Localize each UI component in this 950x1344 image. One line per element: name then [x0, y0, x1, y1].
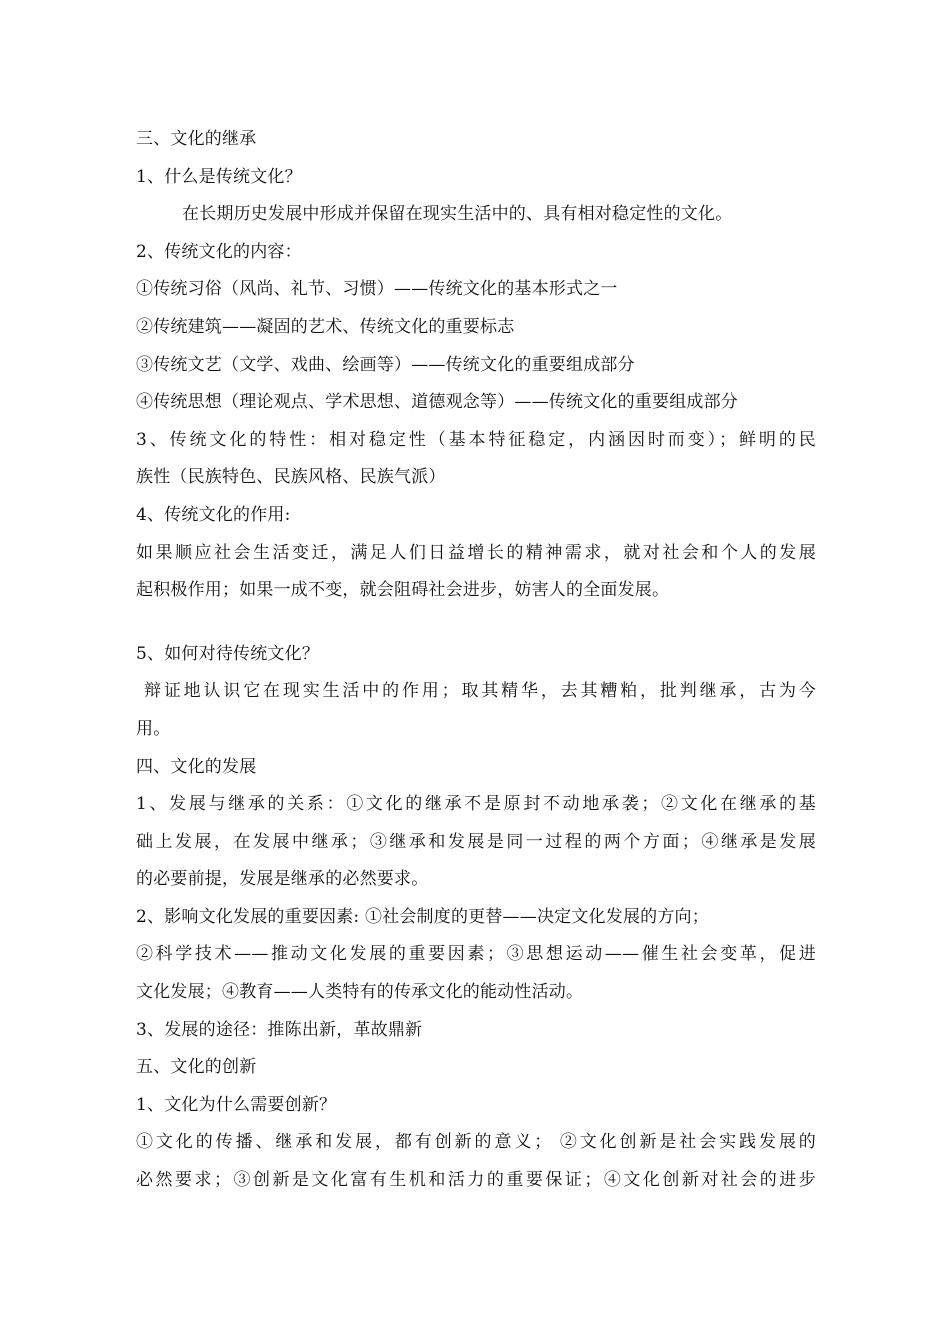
paragraph-characteristics-line1: 3、传统文化的特性：相对稳定性（基本特征稳定，内涵因时而变）；鲜明的民	[136, 429, 816, 450]
paragraph-spacer	[136, 610, 816, 636]
section-heading-inheritance: 三、文化的继承	[136, 129, 257, 149]
paragraph-role-line1: 如果顺应社会生活变迁，满足人们日益增长的精神需求，就对社会和个人的发展	[136, 542, 816, 563]
section-heading-innovation: 五、文化的创新	[136, 1057, 257, 1078]
question-content-of-traditional-culture: 2、传统文化的内容：	[136, 241, 302, 262]
paragraph-treatment-line1: 辩证地认识它在现实生活中的作用；取其精华，去其糟粕，批判继承，古为今	[144, 681, 816, 702]
list-item: ④传统思想（理论观点、学术思想、道德观念等）——传统文化的重要组成部分	[136, 392, 738, 413]
question-what-is-traditional-culture: 1、什么是传统文化？	[136, 166, 302, 187]
paragraph-innovation-line2: 必然要求；③创新是文化富有生机和活力的重要保证；④文化创新对社会的进步	[136, 1170, 816, 1191]
paragraph-innovation-line1: ①文化的传播、继承和发展，都有创新的意义； ②文化创新是社会实践发展的	[136, 1132, 816, 1153]
paragraph-factors-line2: ②科学技术——推动文化发展的重要因素；③思想运动——催生社会变革，促进	[136, 944, 816, 965]
paragraph-relation-line3: 的必要前提，发展是继承的必然要求。	[136, 869, 429, 890]
section-heading-development: 四、文化的发展	[136, 756, 257, 777]
list-item: ②传统建筑——凝固的艺术、传统文化的重要标志	[136, 316, 515, 337]
paragraph-factors-line3: 文化发展；④教育——人类特有的传承文化的能动性活动。	[136, 982, 584, 1003]
paragraph-relation-line2: 础上发展，在发展中继承；③继承和发展是同一过程的两个方面；④继承是发展	[136, 831, 816, 852]
list-item: ①传统习俗（风尚、礼节、习惯）——传统文化的基本形式之一	[136, 279, 618, 300]
paragraph-characteristics-line2: 族性（民族特色、民族风格、民族气派）	[136, 467, 446, 488]
paragraph-development-path: 3、发展的途径：推陈出新，革故鼎新	[136, 1019, 423, 1040]
question-role-of-traditional-culture: 4、传统文化的作用:	[136, 504, 291, 525]
question-how-to-treat-traditional-culture: 5、如何对待传统文化？	[136, 643, 320, 664]
paragraph-role-line2: 起积极作用；如果一成不变，就会阻碍社会进步，妨害人的全面发展。	[136, 580, 670, 601]
paragraph-treatment-line2: 用。	[136, 718, 171, 739]
question-why-innovation: 1、文化为什么需要创新？	[136, 1094, 337, 1115]
paragraph-factors-line1: 2、影响文化发展的重要因素: ①社会制度的更替——决定文化发展的方向；	[136, 906, 709, 927]
paragraph-relation-line1: 1、发展与继承的关系：①文化的继承不是原封不动地承袭；②文化在继承的基	[136, 794, 816, 815]
document-body	[136, 121, 816, 1200]
answer-definition: 在长期历史发展中形成并保留在现实生活中的、具有相对稳定性的文化。	[182, 204, 733, 225]
list-item: ③传统文艺（文学、戏曲、绘画等）——传统文化的重要组成部分	[136, 354, 635, 375]
